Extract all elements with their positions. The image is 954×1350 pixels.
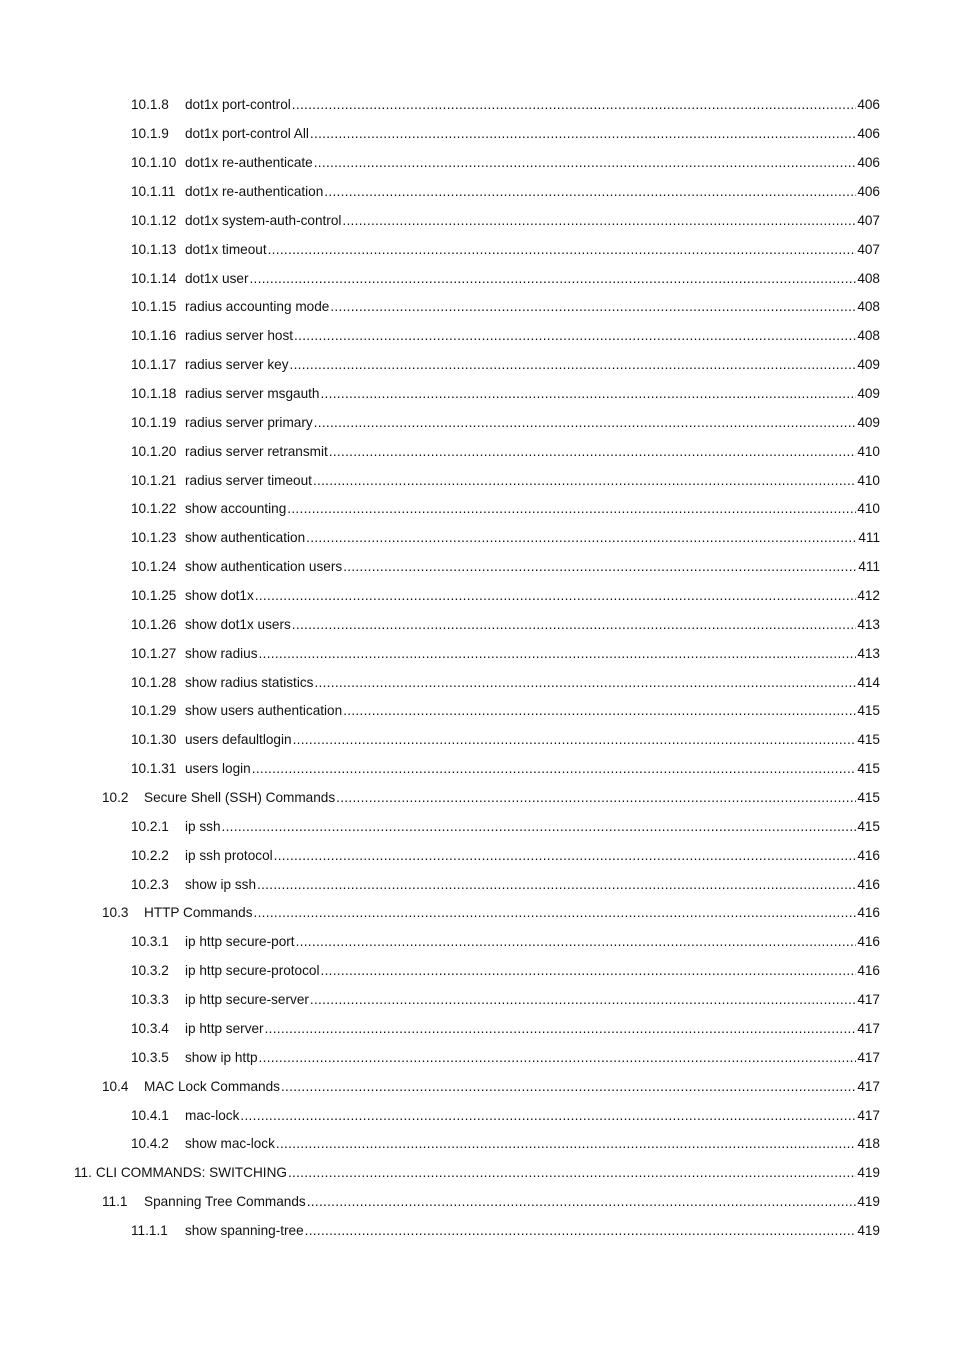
toc-entry[interactable] [0, 495, 954, 524]
toc-entry[interactable] [0, 466, 954, 495]
toc-entry-number: 10.3 [102, 905, 129, 921]
toc-dot-leader [276, 1136, 856, 1152]
toc-entry[interactable] [0, 293, 954, 322]
toc-entry[interactable] [0, 582, 954, 611]
toc-dot-leader [314, 155, 857, 171]
toc-dot-leader [259, 1050, 857, 1066]
toc-entry-number: 10.1.9 [131, 126, 169, 142]
toc-entry-page-number: 407 [857, 212, 880, 228]
toc-dot-leader [324, 184, 856, 200]
toc-entry[interactable] [0, 235, 954, 264]
toc-entry-title: dot1x port-control [185, 97, 291, 113]
toc-dot-leader [259, 646, 857, 662]
toc-dot-leader [314, 675, 856, 691]
toc-entry-title: dot1x re-authentication [185, 184, 324, 199]
toc-dot-leader [313, 473, 856, 489]
toc-entry-title: users login [185, 761, 251, 777]
toc-entry[interactable] [0, 841, 954, 870]
toc-entry-title: show ip ssh [185, 876, 257, 892]
toc-entry-number: 10.1.26 [131, 616, 177, 632]
toc-entry-title: mac-lock [185, 1107, 240, 1123]
toc-entry-page-number: 411 [858, 559, 880, 575]
toc-entry-page-number: 419 [857, 1165, 880, 1181]
toc-entry-number: 10.4.1 [131, 1107, 169, 1123]
toc-dot-leader [305, 1223, 857, 1239]
toc-entry-number: 10.3.1 [131, 934, 169, 950]
toc-entry-number: 10.3.3 [131, 992, 169, 1008]
toc-entry[interactable] [0, 351, 954, 380]
toc-entry[interactable] [0, 755, 954, 784]
toc-entry-title: ip ssh [185, 818, 221, 834]
toc-dot-leader [240, 1108, 856, 1124]
toc-entry[interactable] [0, 1130, 954, 1159]
toc-entry[interactable] [0, 1015, 954, 1044]
toc-dot-leader [296, 934, 857, 950]
toc-entry[interactable] [0, 899, 954, 928]
toc-dot-leader [306, 530, 857, 546]
toc-entry-number: 11. [74, 1165, 92, 1181]
toc-entry-title: dot1x re-authenticate [185, 155, 313, 171]
toc-entry-number: 10.1.15 [131, 299, 177, 315]
toc-entry-number: 10.2.3 [131, 876, 169, 892]
toc-entry[interactable] [0, 1188, 954, 1217]
toc-entry-number: 10.1.31 [131, 761, 177, 777]
toc-entry-page-number: 409 [857, 386, 880, 402]
toc-dot-leader [268, 242, 857, 258]
toc-entry-page-number: 406 [857, 155, 880, 171]
toc-entry-number: 10.1.21 [131, 472, 177, 488]
toc-dot-leader [329, 444, 857, 460]
toc-entry-title: show dot1x users [185, 616, 291, 632]
toc-entry-title: Secure Shell (SSH) Commands [144, 790, 336, 806]
toc-entry-page-number: 415 [857, 761, 880, 777]
toc-entry-number: 10.1.30 [131, 732, 177, 748]
toc-dot-leader [321, 963, 857, 979]
toc-entry-page-number: 416 [857, 905, 880, 921]
toc-dot-leader [274, 848, 857, 864]
toc-entry[interactable] [0, 870, 954, 899]
toc-entry-number: 11.1 [102, 1194, 128, 1210]
toc-entry[interactable] [0, 437, 954, 466]
toc-entry-number: 10.2.2 [131, 847, 169, 863]
toc-entry[interactable] [0, 149, 954, 178]
toc-entry-number: 10.2 [102, 790, 129, 806]
toc-entry[interactable] [0, 726, 954, 755]
toc-entry[interactable] [0, 206, 954, 235]
toc-entry-title: HTTP Commands [144, 905, 253, 921]
toc-entry-page-number: 410 [857, 443, 880, 459]
toc-entry-page-number: 413 [857, 645, 880, 661]
toc-entry-number: 10.1.27 [131, 645, 177, 661]
toc-entry-page-number: 406 [857, 126, 880, 142]
toc-entry-page-number: 417 [857, 1078, 880, 1094]
toc-entry-title: show dot1x [185, 588, 254, 604]
toc-entry[interactable] [0, 91, 954, 120]
toc-entry-number: 10.1.29 [131, 703, 177, 719]
toc-entry-title: dot1x system-auth-control [185, 212, 342, 228]
toc-entry-page-number: 410 [857, 501, 880, 517]
toc-entry[interactable] [0, 784, 954, 813]
toc-entry-page-number: 410 [857, 472, 880, 488]
toc-dot-leader [307, 1194, 857, 1210]
toc-dot-leader [257, 877, 856, 893]
toc-entry-number: 10.4 [102, 1078, 129, 1094]
toc-entry[interactable] [0, 1159, 954, 1188]
toc-entry[interactable] [0, 668, 954, 697]
toc-entry-number: 10.1.11 [131, 184, 176, 199]
toc-entry[interactable] [0, 928, 954, 957]
toc-entry-title: show mac-lock [185, 1136, 275, 1152]
toc-entry[interactable] [0, 812, 954, 841]
toc-entry-number: 10.1.19 [131, 414, 177, 430]
toc-entry-number: 10.1.17 [131, 357, 177, 373]
toc-entry[interactable] [0, 1043, 954, 1072]
toc-dot-leader [252, 761, 857, 777]
toc-entry-page-number: 416 [857, 934, 880, 950]
toc-entry-page-number: 416 [857, 876, 880, 892]
toc-entry-number: 10.4.2 [131, 1136, 169, 1152]
toc-entry[interactable] [0, 178, 954, 207]
toc-entry-number: 10.1.25 [131, 588, 177, 604]
toc-dot-leader [288, 1165, 856, 1181]
toc-entry-number: 10.1.24 [131, 559, 177, 575]
toc-entry[interactable] [0, 524, 954, 553]
toc-dot-leader [320, 386, 856, 402]
table-of-contents [0, 91, 954, 1245]
toc-entry-title: ip http secure-protocol [185, 963, 320, 979]
toc-entry[interactable] [0, 1217, 954, 1246]
toc-dot-leader [255, 588, 857, 604]
toc-entry-title: radius server key [185, 357, 289, 373]
toc-dot-leader [343, 703, 856, 719]
toc-entry[interactable] [0, 408, 954, 437]
toc-dot-leader [281, 1079, 856, 1095]
toc-entry[interactable] [0, 1072, 954, 1101]
toc-dot-leader [222, 819, 857, 835]
toc-entry-page-number: 407 [857, 241, 880, 257]
toc-entry-title: ip ssh protocol [185, 847, 273, 863]
toc-entry-page-number: 415 [857, 790, 880, 806]
toc-dot-leader [292, 617, 857, 633]
toc-entry[interactable] [0, 120, 954, 149]
toc-entry-title: ip http secure-server [185, 992, 309, 1008]
toc-dot-leader [287, 501, 856, 517]
toc-entry-title: radius server timeout [185, 472, 312, 488]
toc-entry-title: users defaultlogin [185, 732, 292, 748]
toc-entry[interactable] [0, 553, 954, 582]
toc-entry-title: show accounting [185, 501, 287, 517]
toc-entry-number: 10.2.1 [131, 818, 169, 834]
toc-entry-title: dot1x user [185, 270, 249, 286]
toc-entry-number: 10.3.2 [131, 963, 169, 979]
toc-dot-leader [294, 328, 856, 344]
toc-entry-title: show authentication [185, 530, 306, 546]
toc-entry-number: 10.3.4 [131, 1020, 169, 1036]
toc-entry[interactable] [0, 322, 954, 351]
toc-entry-title: show radius statistics [185, 674, 314, 690]
toc-dot-leader [310, 126, 856, 142]
toc-entry-title: radius server host [185, 328, 294, 344]
toc-entry-number: 10.1.13 [131, 241, 177, 257]
toc-entry-title: radius accounting mode [185, 299, 330, 315]
toc-dot-leader [249, 271, 856, 287]
toc-entry-number: 10.1.28 [131, 674, 177, 690]
toc-entry-page-number: 408 [857, 270, 880, 286]
toc-entry-title: dot1x port-control All [185, 126, 309, 142]
toc-entry-title: radius server retransmit [185, 443, 328, 459]
toc-entry-number: 11.1.1 [131, 1222, 168, 1238]
toc-entry-page-number: 415 [857, 818, 880, 834]
toc-entry-title: ip http server [185, 1020, 264, 1036]
toc-entry[interactable] [0, 610, 954, 639]
toc-entry-page-number: 413 [857, 616, 880, 632]
toc-dot-leader [343, 559, 857, 575]
toc-entry-page-number: 419 [857, 1222, 880, 1238]
toc-entry-page-number: 415 [857, 732, 880, 748]
toc-entry-page-number: 416 [857, 963, 880, 979]
toc-dot-leader [330, 299, 856, 315]
toc-entry-title: show ip http [185, 1049, 258, 1065]
toc-dot-leader [314, 415, 857, 431]
toc-entry-page-number: 418 [857, 1136, 880, 1152]
toc-entry-title: Spanning Tree Commands [144, 1194, 306, 1210]
toc-entry-number: 10.3.5 [131, 1049, 169, 1065]
toc-entry-page-number: 417 [857, 1049, 880, 1065]
toc-entry-page-number: 408 [857, 328, 880, 344]
toc-entry-title: show spanning-tree [185, 1222, 304, 1238]
toc-entry-number: 10.1.10 [131, 155, 177, 171]
toc-dot-leader [254, 905, 857, 921]
toc-entry-page-number: 415 [857, 703, 880, 719]
toc-entry-page-number: 419 [857, 1194, 880, 1210]
toc-entry-page-number: 416 [857, 847, 880, 863]
toc-entry-title: dot1x timeout [185, 241, 267, 257]
toc-entry-title: radius server primary [185, 414, 313, 430]
toc-entry-page-number: 417 [857, 1107, 880, 1123]
toc-entry[interactable] [0, 639, 954, 668]
toc-entry-number: 10.1.16 [131, 328, 177, 344]
toc-entry-number: 10.1.20 [131, 443, 177, 459]
toc-dot-leader [336, 790, 856, 806]
toc-entry-title: show users authentication [185, 703, 343, 719]
toc-entry-number: 10.1.18 [131, 386, 177, 402]
toc-entry-page-number: 417 [857, 992, 880, 1008]
toc-entry-number: 10.1.22 [131, 501, 177, 517]
toc-entry-number: 10.1.14 [131, 270, 177, 286]
toc-entry-title: ip http secure-port [185, 934, 295, 950]
toc-entry-title: MAC Lock Commands [144, 1078, 280, 1094]
toc-entry[interactable] [0, 957, 954, 986]
toc-entry-title: show radius [185, 645, 258, 661]
toc-entry-page-number: 414 [857, 674, 880, 690]
toc-entry[interactable] [0, 986, 954, 1015]
toc-entry[interactable] [0, 380, 954, 409]
toc-entry[interactable] [0, 264, 954, 293]
toc-dot-leader [290, 357, 857, 373]
toc-entry-page-number: 412 [857, 588, 880, 604]
toc-entry[interactable] [0, 1101, 954, 1130]
toc-entry-page-number: 409 [857, 357, 880, 373]
toc-entry-page-number: 406 [857, 184, 880, 199]
toc-entry-page-number: 411 [858, 530, 880, 546]
toc-dot-leader [265, 1021, 857, 1037]
toc-entry-number: 10.1.23 [131, 530, 177, 546]
toc-dot-leader [292, 97, 857, 113]
toc-entry-title: radius server msgauth [185, 386, 320, 402]
toc-entry[interactable] [0, 697, 954, 726]
toc-dot-leader [342, 213, 856, 229]
toc-entry-page-number: 417 [857, 1020, 880, 1036]
toc-entry-page-number: 406 [857, 97, 880, 113]
toc-entry-number: 10.1.8 [131, 97, 169, 113]
toc-entry-page-number: 409 [857, 414, 880, 430]
toc-entry-page-number: 408 [857, 299, 880, 315]
toc-entry-title: CLI COMMANDS: SWITCHING [95, 1165, 287, 1181]
toc-dot-leader [310, 992, 856, 1008]
toc-entry-number: 10.1.12 [131, 212, 177, 228]
toc-dot-leader [293, 732, 857, 748]
toc-entry-title: show authentication users [185, 559, 343, 575]
